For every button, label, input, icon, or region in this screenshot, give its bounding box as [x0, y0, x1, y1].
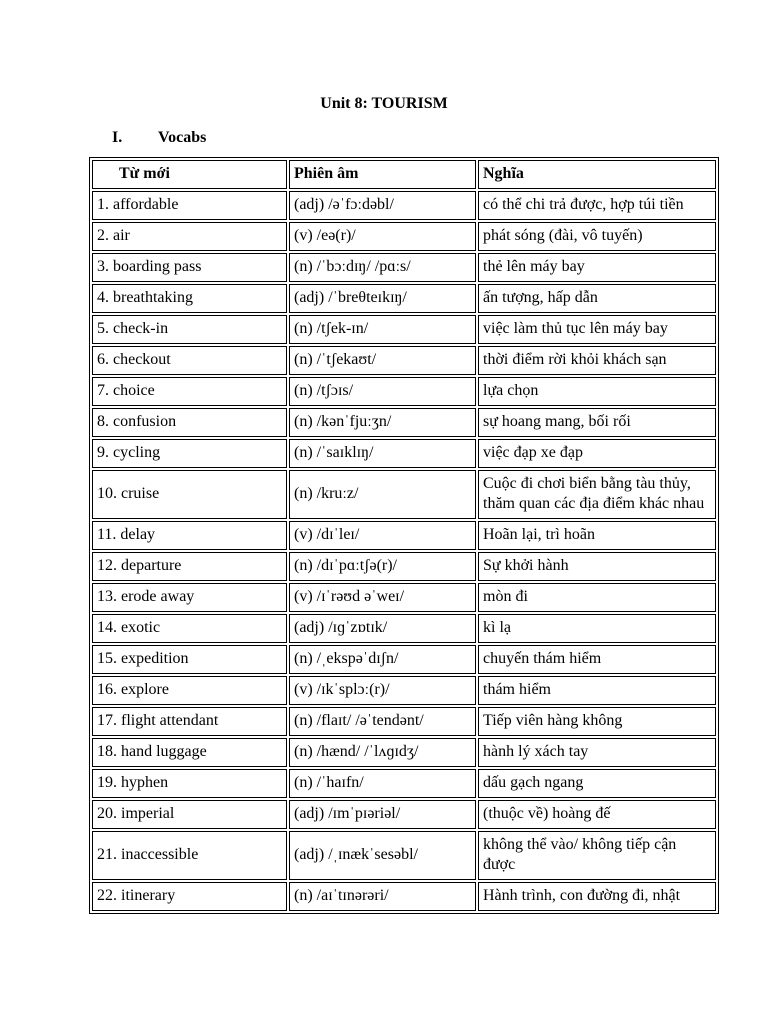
- cell-phonetic: (n) /ˈhaɪfn/: [289, 769, 476, 798]
- cell-meaning: sự hoang mang, bối rối: [478, 408, 716, 437]
- cell-word: 6. checkout: [92, 346, 287, 375]
- cell-phonetic: (n) /kruːz/: [289, 470, 476, 519]
- cell-phonetic: (v) /ɪˈrəʊd əˈweɪ/: [289, 583, 476, 612]
- vocab-table: [89, 157, 719, 914]
- cell-word: 18. hand luggage: [92, 738, 287, 767]
- table-row: [92, 377, 716, 406]
- table-row: [92, 346, 716, 375]
- cell-meaning: Hoãn lại, trì hoãn: [478, 521, 716, 550]
- table-row: [92, 738, 716, 767]
- cell-meaning: thời điểm rời khỏi khách sạn: [478, 346, 716, 375]
- cell-meaning: mòn đi: [478, 583, 716, 612]
- table-row: [92, 191, 716, 220]
- table-row: [92, 583, 716, 612]
- table-row: [92, 676, 716, 705]
- table-row: [92, 831, 716, 880]
- table-row: [92, 222, 716, 251]
- table-row: [92, 645, 716, 674]
- cell-word: 4. breathtaking: [92, 284, 287, 313]
- table-row: [92, 882, 716, 911]
- vocab-table-body: [92, 191, 716, 911]
- cell-phonetic: (n) /tʃɔɪs/: [289, 377, 476, 406]
- cell-meaning: việc làm thủ tục lên máy bay: [478, 315, 716, 344]
- cell-meaning: có thể chi trả được, hợp túi tiền: [478, 191, 716, 220]
- cell-word: 5. check-in: [92, 315, 287, 344]
- page-title: Unit 8: TOURISM: [320, 95, 448, 112]
- cell-word: 16. explore: [92, 676, 287, 705]
- cell-meaning: hành lý xách tay: [478, 738, 716, 767]
- cell-phonetic: (adj) /əˈfɔːdəbl/: [289, 191, 476, 220]
- cell-meaning: kì lạ: [478, 614, 716, 643]
- cell-phonetic: (adj) /ɪɡˈzɒtɪk/: [289, 614, 476, 643]
- cell-word: 11. delay: [92, 521, 287, 550]
- cell-meaning: Tiếp viên hàng không: [478, 707, 716, 736]
- section-title: Vocabs: [158, 129, 207, 146]
- table-row: [92, 800, 716, 829]
- table-header-row: [92, 160, 716, 189]
- cell-meaning: chuyến thám hiểm: [478, 645, 716, 674]
- cell-phonetic: (n) /flaɪt/ /əˈtendənt/: [289, 707, 476, 736]
- cell-word: 17. flight attendant: [92, 707, 287, 736]
- cell-meaning: lựa chọn: [478, 377, 716, 406]
- cell-word: 9. cycling: [92, 439, 287, 468]
- cell-word: 10. cruise: [92, 470, 287, 519]
- table-row: [92, 439, 716, 468]
- table-row: [92, 769, 716, 798]
- table-row: [92, 614, 716, 643]
- cell-meaning: (thuộc về) hoàng đế: [478, 800, 716, 829]
- cell-meaning: thẻ lên máy bay: [478, 253, 716, 282]
- table-row: [92, 470, 716, 519]
- cell-word: 21. inaccessible: [92, 831, 287, 880]
- cell-phonetic: (v) /dɪˈleɪ/: [289, 521, 476, 550]
- cell-phonetic: (n) /ˈbɔːdɪŋ/ /pɑːs/: [289, 253, 476, 282]
- cell-word: 22. itinerary: [92, 882, 287, 911]
- cell-phonetic: (n) /hænd/ /ˈlʌɡɪdʒ/: [289, 738, 476, 767]
- cell-phonetic: (adj) /ɪmˈpɪəriəl/: [289, 800, 476, 829]
- cell-meaning: việc đạp xe đạp: [478, 439, 716, 468]
- cell-word: 20. imperial: [92, 800, 287, 829]
- header-phonetic: Phiên âm: [289, 160, 476, 189]
- header-word: Từ mới: [92, 160, 287, 189]
- cell-word: 12. departure: [92, 552, 287, 581]
- table-row: [92, 315, 716, 344]
- cell-phonetic: (n) /dɪˈpɑːtʃə(r)/: [289, 552, 476, 581]
- cell-word: 13. erode away: [92, 583, 287, 612]
- table-row: [92, 253, 716, 282]
- cell-meaning: không thể vào/ không tiếp cận được: [478, 831, 716, 880]
- cell-word: 1. affordable: [92, 191, 287, 220]
- cell-phonetic: (n) /tʃek-ɪn/: [289, 315, 476, 344]
- table-row: [92, 707, 716, 736]
- cell-word: 14. exotic: [92, 614, 287, 643]
- cell-meaning: phát sóng (đài, vô tuyến): [478, 222, 716, 251]
- cell-word: 2. air: [92, 222, 287, 251]
- cell-phonetic: (n) /kənˈfjuːʒn/: [289, 408, 476, 437]
- cell-phonetic: (n) /aɪˈtɪnərəri/: [289, 882, 476, 911]
- cell-phonetic: (n) /ˈsaɪklɪŋ/: [289, 439, 476, 468]
- cell-meaning: thám hiểm: [478, 676, 716, 705]
- cell-meaning: Sự khởi hành: [478, 552, 716, 581]
- section-number: I.: [112, 129, 123, 146]
- cell-word: 19. hyphen: [92, 769, 287, 798]
- table-row: [92, 284, 716, 313]
- cell-phonetic: (n) /ˌekspəˈdɪʃn/: [289, 645, 476, 674]
- cell-phonetic: (v) /ɪkˈsplɔː(r)/: [289, 676, 476, 705]
- table-row: [92, 408, 716, 437]
- table-row: [92, 521, 716, 550]
- cell-word: 7. choice: [92, 377, 287, 406]
- cell-phonetic: (v) /eə(r)/: [289, 222, 476, 251]
- cell-phonetic: (n) /ˈtʃekaʊt/: [289, 346, 476, 375]
- cell-word: 8. confusion: [92, 408, 287, 437]
- cell-meaning: Cuộc đi chơi biển bằng tàu thủy, thăm quan các địa điểm khác nhau: [478, 470, 716, 519]
- cell-meaning: ấn tượng, hấp dẫn: [478, 284, 716, 313]
- cell-meaning: Hành trình, con đường đi, nhật: [478, 882, 716, 911]
- section-heading: [112, 128, 206, 148]
- cell-phonetic: (adj) /ˌɪnækˈsesəbl/: [289, 831, 476, 880]
- cell-phonetic: (adj) /ˈbreθteɪkɪŋ/: [289, 284, 476, 313]
- cell-meaning: dấu gạch ngang: [478, 769, 716, 798]
- cell-word: 15. expedition: [92, 645, 287, 674]
- cell-word: 3. boarding pass: [92, 253, 287, 282]
- header-meaning: Nghĩa: [478, 160, 716, 189]
- table-row: [92, 552, 716, 581]
